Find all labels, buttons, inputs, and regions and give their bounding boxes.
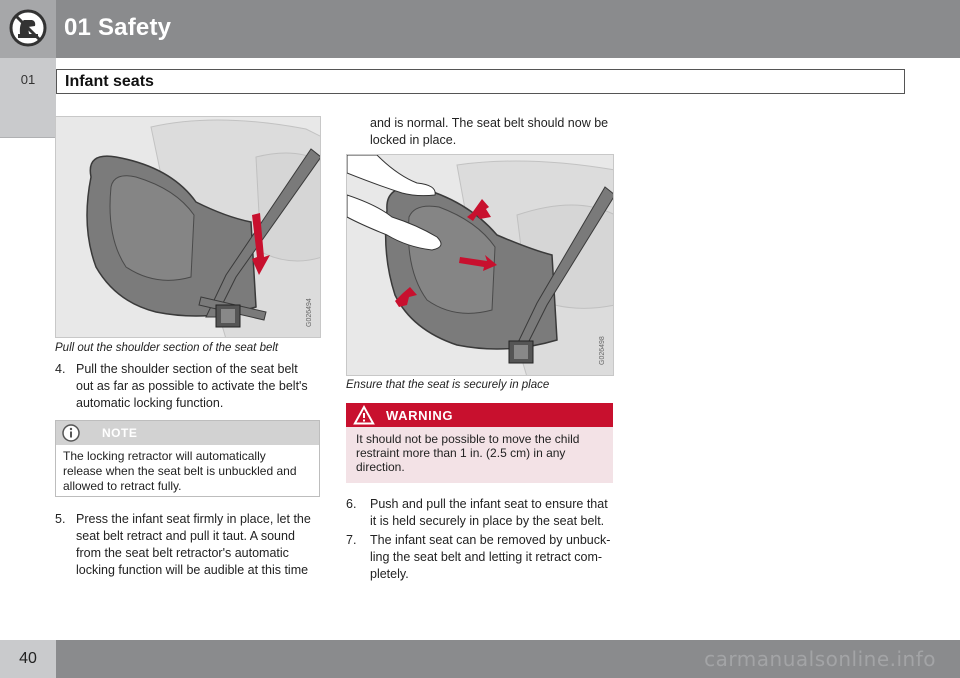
section-header [56,69,905,94]
no-child-seat-airbag-icon [8,8,48,48]
note-box [55,420,320,497]
info-icon [62,424,80,442]
step-number: 4. [55,362,66,376]
warning-label: WARNING [386,408,454,423]
warning-box [346,403,613,483]
warning-header [346,403,613,427]
chapter-tab [0,0,56,58]
step-number: 6. [346,497,357,511]
step-text: Pull the shoulder section of the seat belt out as far as possible to activate the belt's automatic locking function. [76,362,308,410]
step-5 [55,511,330,579]
warning-text: It should not be possible to move the child restraint more than 1 in. (2.5 cm) in any direction. [356,432,580,474]
figure-code: G026498 [599,336,606,365]
note-text: The locking retractor will automatically release when the seat belt is unbuckled and allowed to retract fully. [63,449,297,493]
note-header [56,421,319,445]
chapter-title: 01 Safety [64,14,172,41]
chapter-side-strip [0,58,56,138]
step-number: 5. [55,512,66,526]
step-7 [346,532,621,583]
step-text: Push and pull the infant seat to ensure that it is held securely in place by the seat belt. [370,497,608,528]
figure-caption: Ensure that the seat is securely in place [346,379,550,391]
page-number: 40 [19,650,37,667]
figure-caption: Pull out the shoulder section of the seat belt [55,342,279,354]
warning-triangle-icon [353,405,375,425]
figure-code: G026494 [306,298,313,327]
step-number: 7. [346,533,357,547]
infant-seat-belt-illustration [56,117,321,338]
figure-secure-seat [346,154,614,376]
chapter-number: 01 [20,72,36,87]
figure-pull-belt [55,116,321,338]
infant-seat-secure-illustration [347,155,614,376]
step-text: Press the infant seat firmly in place, let the seat belt retract and pull it taut. A sound from the seat belt retractor's automatic locking function will be audible at this time [76,512,311,577]
step-4 [55,361,325,412]
continuation-text: and is normal. The seat belt should now be locked in place. [370,116,609,147]
watermark: carmanualsonline.info [704,647,936,671]
step-text: The infant seat can be removed by unbuck- ling the seat belt and letting it retract com- pletely. [370,533,611,581]
step-6 [346,496,621,530]
note-label: NOTE [102,426,138,440]
section-title: Infant seats [65,73,154,90]
